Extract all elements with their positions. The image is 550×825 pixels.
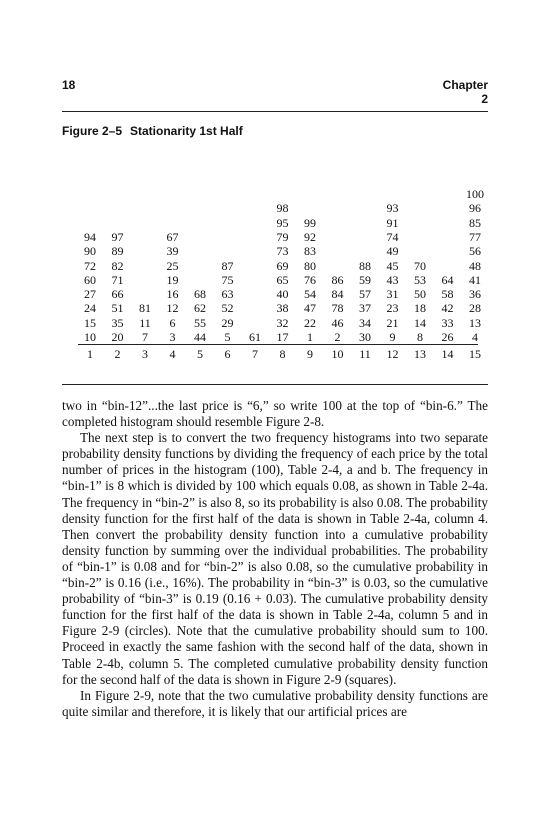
histogram-value: 3	[169, 330, 176, 344]
bin-label: 1	[87, 347, 93, 361]
histogram-value: 96	[469, 201, 481, 216]
histogram-value: 85	[469, 215, 481, 230]
figure-title: Stationarity 1st Half	[130, 124, 243, 138]
page-number: 18	[62, 78, 76, 92]
histogram-value: 80	[304, 258, 316, 273]
histogram-value: 90	[84, 244, 96, 259]
histogram-value: 44	[194, 330, 206, 344]
histogram-value: 4	[472, 330, 478, 344]
paragraph-1: two in “bin-12”...the last price is “6,” so write 100 at the top of “bin-6.” The completed histogram should resemble Figure 2-8.	[62, 398, 488, 430]
frequency-histogram	[62, 150, 488, 372]
histogram-value: 99	[304, 215, 316, 230]
bin-label: 12	[386, 347, 399, 361]
bin-label: 2	[114, 347, 121, 361]
histogram-value: 100	[466, 187, 484, 201]
histogram-value: 19	[166, 272, 179, 287]
chapter-label: Chapter 2	[442, 78, 488, 106]
bin-label: 4	[169, 347, 176, 361]
histogram-value: 98	[276, 201, 289, 216]
histogram-value: 39	[166, 244, 179, 259]
histogram-value: 87	[221, 258, 234, 273]
histogram-value: 24	[84, 301, 96, 316]
histogram-value: 35	[111, 315, 124, 330]
histogram-value: 97	[111, 229, 124, 244]
histogram-value: 30	[359, 330, 371, 344]
histogram-value: 9	[389, 330, 396, 344]
histogram-value: 66	[111, 287, 124, 302]
header-rule	[62, 111, 488, 112]
histogram-value: 32	[276, 315, 289, 330]
histogram-value: 61	[249, 330, 261, 344]
histogram-value: 33	[441, 315, 454, 330]
histogram-value: 82	[111, 258, 124, 273]
histogram-value: 43	[386, 272, 399, 287]
histogram-value: 38	[276, 301, 289, 316]
histogram-value: 20	[111, 330, 124, 344]
histogram-value: 58	[441, 287, 454, 302]
figure-caption	[62, 124, 243, 138]
histogram-value: 53	[414, 272, 426, 287]
histogram-value: 62	[194, 301, 206, 316]
histogram-value: 86	[331, 272, 344, 287]
histogram-value: 67	[166, 229, 179, 244]
histogram-value: 84	[331, 287, 344, 302]
figure-label: Figure 2–5	[62, 124, 123, 138]
histogram-value: 54	[304, 287, 316, 302]
histogram-value: 79	[276, 229, 289, 244]
histogram-value: 78	[331, 301, 344, 316]
bin-label: 11	[359, 347, 371, 361]
histogram-value: 77	[469, 229, 481, 244]
bin-label: 3	[142, 347, 148, 361]
histogram-value: 18	[414, 301, 426, 316]
histogram-value: 12	[166, 301, 179, 316]
histogram-value: 13	[469, 315, 481, 330]
histogram-value: 1	[307, 330, 313, 344]
body-text	[62, 398, 488, 720]
histogram-value: 55	[194, 315, 206, 330]
histogram-value: 47	[304, 301, 316, 316]
bin-label: 10	[331, 347, 344, 361]
histogram-value: 41	[469, 272, 481, 287]
histogram-value: 15	[84, 315, 96, 330]
histogram-value: 81	[139, 301, 151, 316]
histogram-value: 71	[111, 272, 124, 287]
histogram-value: 11	[139, 315, 151, 330]
bin-label: 6	[224, 347, 231, 361]
histogram-value: 49	[386, 244, 399, 259]
histogram-value: 40	[276, 287, 289, 302]
histogram-value: 37	[359, 301, 371, 316]
figure-bottom-rule	[62, 384, 488, 385]
histogram-value: 6	[169, 315, 176, 330]
histogram-value: 64	[441, 272, 454, 287]
histogram-value: 83	[304, 244, 316, 259]
histogram-value: 42	[441, 301, 454, 316]
histogram-value: 59	[359, 272, 371, 287]
histogram-value: 94	[84, 229, 96, 244]
histogram-value: 60	[84, 272, 96, 287]
histogram-value: 63	[221, 287, 234, 302]
histogram-value: 27	[84, 287, 96, 302]
histogram-value: 65	[276, 272, 289, 287]
bin-label: 7	[252, 347, 258, 361]
histogram-value: 29	[221, 315, 234, 330]
histogram-value: 8	[417, 330, 423, 344]
histogram-value: 75	[221, 272, 234, 287]
histogram-axis-line	[78, 344, 478, 345]
histogram-value: 52	[221, 301, 234, 316]
histogram-value: 51	[111, 301, 124, 316]
bin-label: 8	[279, 347, 286, 361]
paragraph-2: The next step is to convert the two frequency histograms into two separate probability density functions by dividing the frequency of each price by the total number of prices in the histogram (100), Table 2-4, a and b. The frequency in “bin-1” is 8 which is divided by 100 which equals 0.08, as shown in Table 2-4a. The frequency in “bin-2” is also 8, so its probability is also 0.08. The probability density function for the first half of the data is shown in Table 2-4a, column 4. Then convert the probability density function into a cumulative probability density function by summing over the individual probabilities. The probability of “bin-1” is 0.08 and for “bin-2” is also 0.08, so the cumulative probability in “bin-2” is 0.16 (i.e., 16%). The probability in “bin-3” is 0.03, so the cumulative probability of “bin-3” is 0.19 (0.16 + 0.03). The cumulative probability density function for the first half of the data is shown in Table 2-4a, column 5 and in Figure 2-9 (circles). Note that the cumulative probability should sum to 100. Proceed in exactly the same fashion with the second half of the data, shown in Table 2-4b, column 5. The completed cumulative probability density function for the second half of the data is shown in Figure 2-9 (squares).	[62, 430, 488, 687]
bin-label: 14	[441, 347, 454, 361]
histogram-value: 74	[386, 229, 399, 244]
histogram-value: 92	[304, 229, 316, 244]
histogram-value: 73	[276, 244, 289, 259]
histogram-value: 95	[276, 215, 289, 230]
histogram-value: 22	[304, 315, 316, 330]
histogram-value: 21	[386, 315, 399, 330]
histogram-value: 48	[469, 258, 481, 273]
histogram-value: 69	[276, 258, 289, 273]
histogram-value: 91	[386, 215, 399, 230]
histogram-value: 14	[414, 315, 426, 330]
histogram-value: 50	[414, 287, 426, 302]
bin-label: 13	[414, 347, 426, 361]
histogram-value: 57	[359, 287, 371, 302]
histogram-value: 88	[359, 258, 371, 273]
bin-label: 15	[469, 347, 481, 361]
histogram-value: 7	[142, 330, 148, 344]
histogram-value: 72	[84, 258, 96, 273]
histogram-value: 16	[166, 287, 179, 302]
bin-label: 5	[197, 347, 203, 361]
histogram-value: 2	[334, 330, 341, 344]
histogram-value: 89	[111, 244, 124, 259]
histogram-value: 46	[331, 315, 344, 330]
histogram-value: 68	[194, 287, 206, 302]
histogram-value: 28	[469, 301, 481, 316]
histogram-value: 45	[386, 258, 399, 273]
histogram-value: 5	[224, 330, 231, 344]
paragraph-3: In Figure 2-9, note that the two cumulative probability density functions are quite similar and therefore, it is likely that our artificial prices are	[62, 687, 488, 719]
histogram-value: 31	[386, 287, 399, 302]
histogram-value: 56	[469, 244, 481, 259]
histogram-value: 36	[469, 287, 481, 302]
histogram-value: 17	[276, 330, 289, 344]
bin-label: 9	[307, 347, 313, 361]
histogram-value: 93	[386, 201, 399, 216]
histogram-value: 25	[166, 258, 179, 273]
histogram-value: 26	[441, 330, 454, 344]
histogram-value: 76	[304, 272, 316, 287]
histogram-value: 34	[359, 315, 371, 330]
histogram-value: 23	[386, 301, 399, 316]
histogram-value: 10	[84, 330, 96, 344]
histogram-value: 70	[414, 258, 426, 273]
